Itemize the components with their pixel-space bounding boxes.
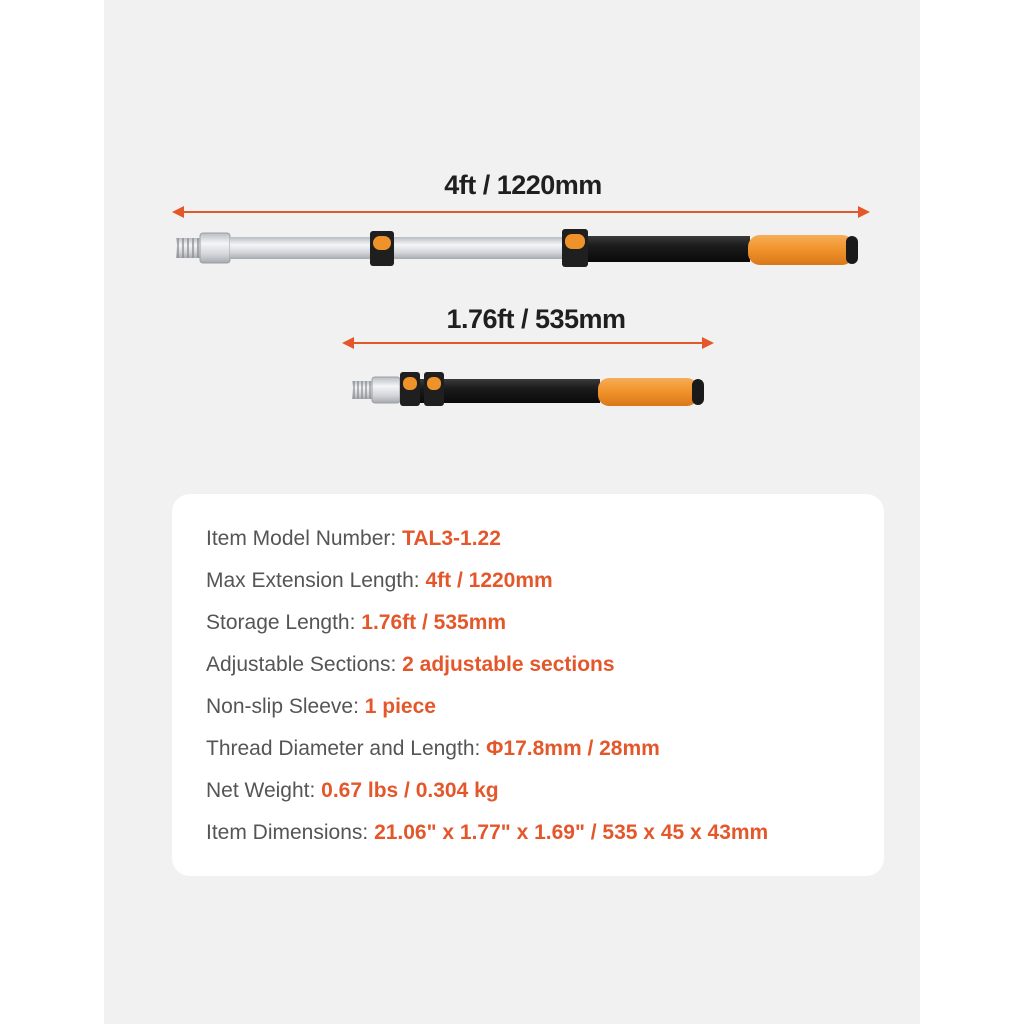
spec-label: Non-slip Sleeve: (206, 695, 365, 718)
spec-row-adjustable-sections (206, 653, 615, 677)
lock-clip-2 (424, 372, 444, 406)
extended-dimension-arrow (172, 206, 870, 218)
lock-clip-1 (370, 231, 394, 266)
spec-row-sleeve (206, 695, 436, 719)
spec-label: Storage Length: (206, 611, 362, 634)
spec-label: Adjustable Sections: (206, 653, 403, 676)
extended-length-label: 4ft / 1220mm (444, 170, 602, 200)
spec-value: 0.67 lbs / 0.304 kg (321, 779, 499, 802)
spec-label: Item Model Number: (206, 527, 403, 550)
spec-value: 4ft / 1220mm (425, 569, 553, 592)
spec-value: 1.76ft / 535mm (361, 611, 507, 634)
thread-tip (352, 381, 372, 399)
storage-length-label: 1.76ft / 535mm (446, 304, 626, 334)
spec-value: 1 piece (364, 695, 436, 718)
storage-dimension-arrow (342, 337, 714, 349)
spec-row-net-weight (206, 779, 499, 803)
spec-value: Φ17.8mm / 28mm (486, 737, 660, 760)
lock-clip-1 (400, 372, 420, 406)
storage-pole (352, 372, 704, 406)
spec-row-model (206, 527, 501, 551)
pole-illustrations (0, 0, 1024, 480)
spec-row-storage-length (206, 611, 506, 635)
spec-row-max-extension (206, 569, 553, 593)
spec-row-dimensions (206, 821, 768, 845)
lock-clip-2 (562, 229, 588, 267)
spec-value: TAL3-1.22 (402, 527, 501, 550)
spec-label: Thread Diameter and Length: (206, 737, 487, 760)
extended-pole (176, 229, 858, 267)
spec-label: Item Dimensions: (206, 821, 375, 844)
thread-tip (176, 238, 200, 258)
spec-value: 2 adjustable sections (402, 653, 615, 676)
spec-value: 21.06" x 1.77" x 1.69" / 535 x 45 x 43mm (374, 821, 769, 844)
spec-card (172, 494, 884, 876)
spec-label: Max Extension Length: (206, 569, 426, 592)
spec-label: Net Weight: (206, 779, 322, 802)
spec-row-thread (206, 737, 660, 761)
